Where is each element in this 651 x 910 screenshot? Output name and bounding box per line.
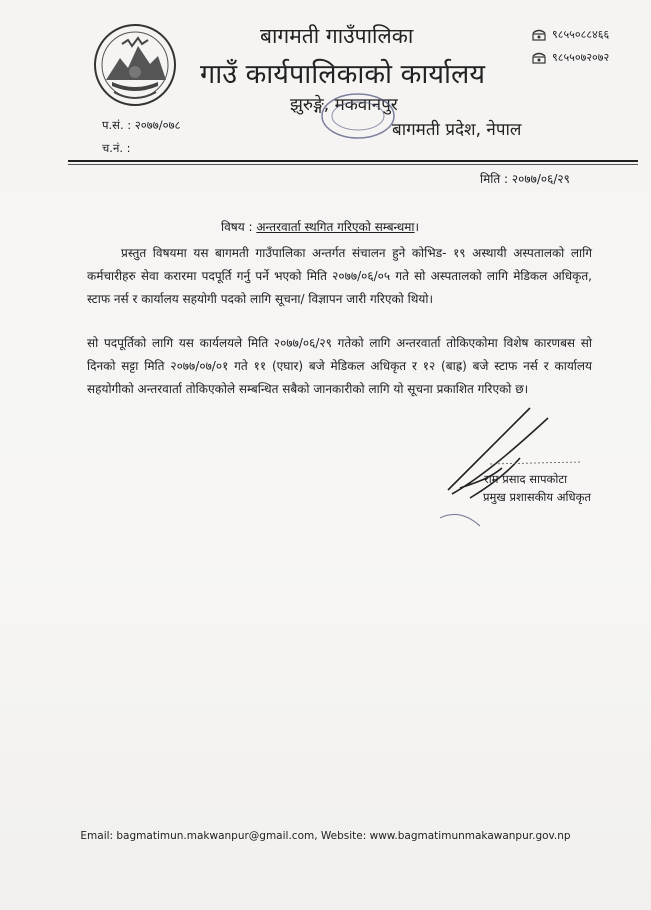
signer-name: राम प्रसाद सापकोटा bbox=[484, 472, 568, 486]
signer-title: प्रमुख प्रशासकीय अधिकृत bbox=[483, 490, 591, 504]
subject-text: अन्तरवार्ता स्थगित गरिएको सम्बन्धमा bbox=[256, 220, 415, 234]
municipality-name: बागमती गाउँपालिका bbox=[260, 24, 414, 48]
handwritten-signature-icon bbox=[430, 398, 580, 538]
nepal-emblem-icon bbox=[92, 22, 178, 108]
telephone-icon bbox=[532, 29, 546, 41]
footer-contact: Email: bagmatimun.makwanpur@gmail.com, Website: www.bagmatimunmakawanpur.gov.np bbox=[80, 830, 571, 842]
phone-number-text: ९८५५०८८४६६ bbox=[552, 28, 610, 41]
body-paragraph-2: सो पदपूर्तिको लागि यस कार्यलयले मिति २०७७/०६/२९ गतेको लागि अन्तरवार्ता तोकिएकोमा विशेष कारणबस सो दिनको सट्टा मिति २०७७/०७/०१ गते ११ (एघार) बजे मेडिकल अधिकृत र १२ (बाह्र) बजे स्टाफ नर्स र कार्यालय सहयोगीको अन्तरवार्ता तोकिएकोले सम्बन्धित सबैको जानकारीको लागि यो सूचना प्रकाशित गरिएको छ। bbox=[87, 336, 592, 396]
subject-line bbox=[221, 218, 419, 235]
phone-number-text: ९८५५०७२०७२ bbox=[552, 51, 610, 64]
header-divider bbox=[68, 160, 638, 162]
body-paragraph-1: प्रस्तुत विषयमा यस बागमती गाउँपालिका अन्तर्गत संचालन हुने कोभिड- १९ अस्थायी अस्पतालको लागि कर्मचारीहरु सेवा करारमा पदपूर्ति गर्नु पर्ने भएको मिति २०७७/०६/०५ गते सो अस्पतालको लागि मेडिकल अधिकृत, स्टाफ नर्स र कार्यालय सहयोगी पदको लागि सूचना/ विज्ञापन जारी गरिएको थियो। bbox=[87, 246, 592, 306]
letter-date: मिति : २०७७/०६/२९ bbox=[480, 172, 570, 186]
telephone-icon bbox=[532, 52, 546, 64]
phone-number-2 bbox=[532, 50, 609, 65]
subject-label: विषय : bbox=[221, 220, 253, 234]
reference-number: प.सं. : २०७७/०७८ bbox=[102, 118, 181, 132]
address-line-1: झुरुङ्गे, मकवानपुर bbox=[290, 95, 398, 115]
address-line-2: बागमती प्रदेश, नेपाल bbox=[392, 120, 522, 140]
header-divider-thin bbox=[68, 164, 638, 165]
dispatch-number: च.नं. : bbox=[102, 141, 131, 155]
office-stamp-icon bbox=[318, 90, 398, 142]
subject-end: । bbox=[414, 220, 420, 234]
phone-number-1 bbox=[532, 27, 609, 42]
office-name: गाउँ कार्यपालिकाको कार्यालय bbox=[200, 59, 485, 90]
